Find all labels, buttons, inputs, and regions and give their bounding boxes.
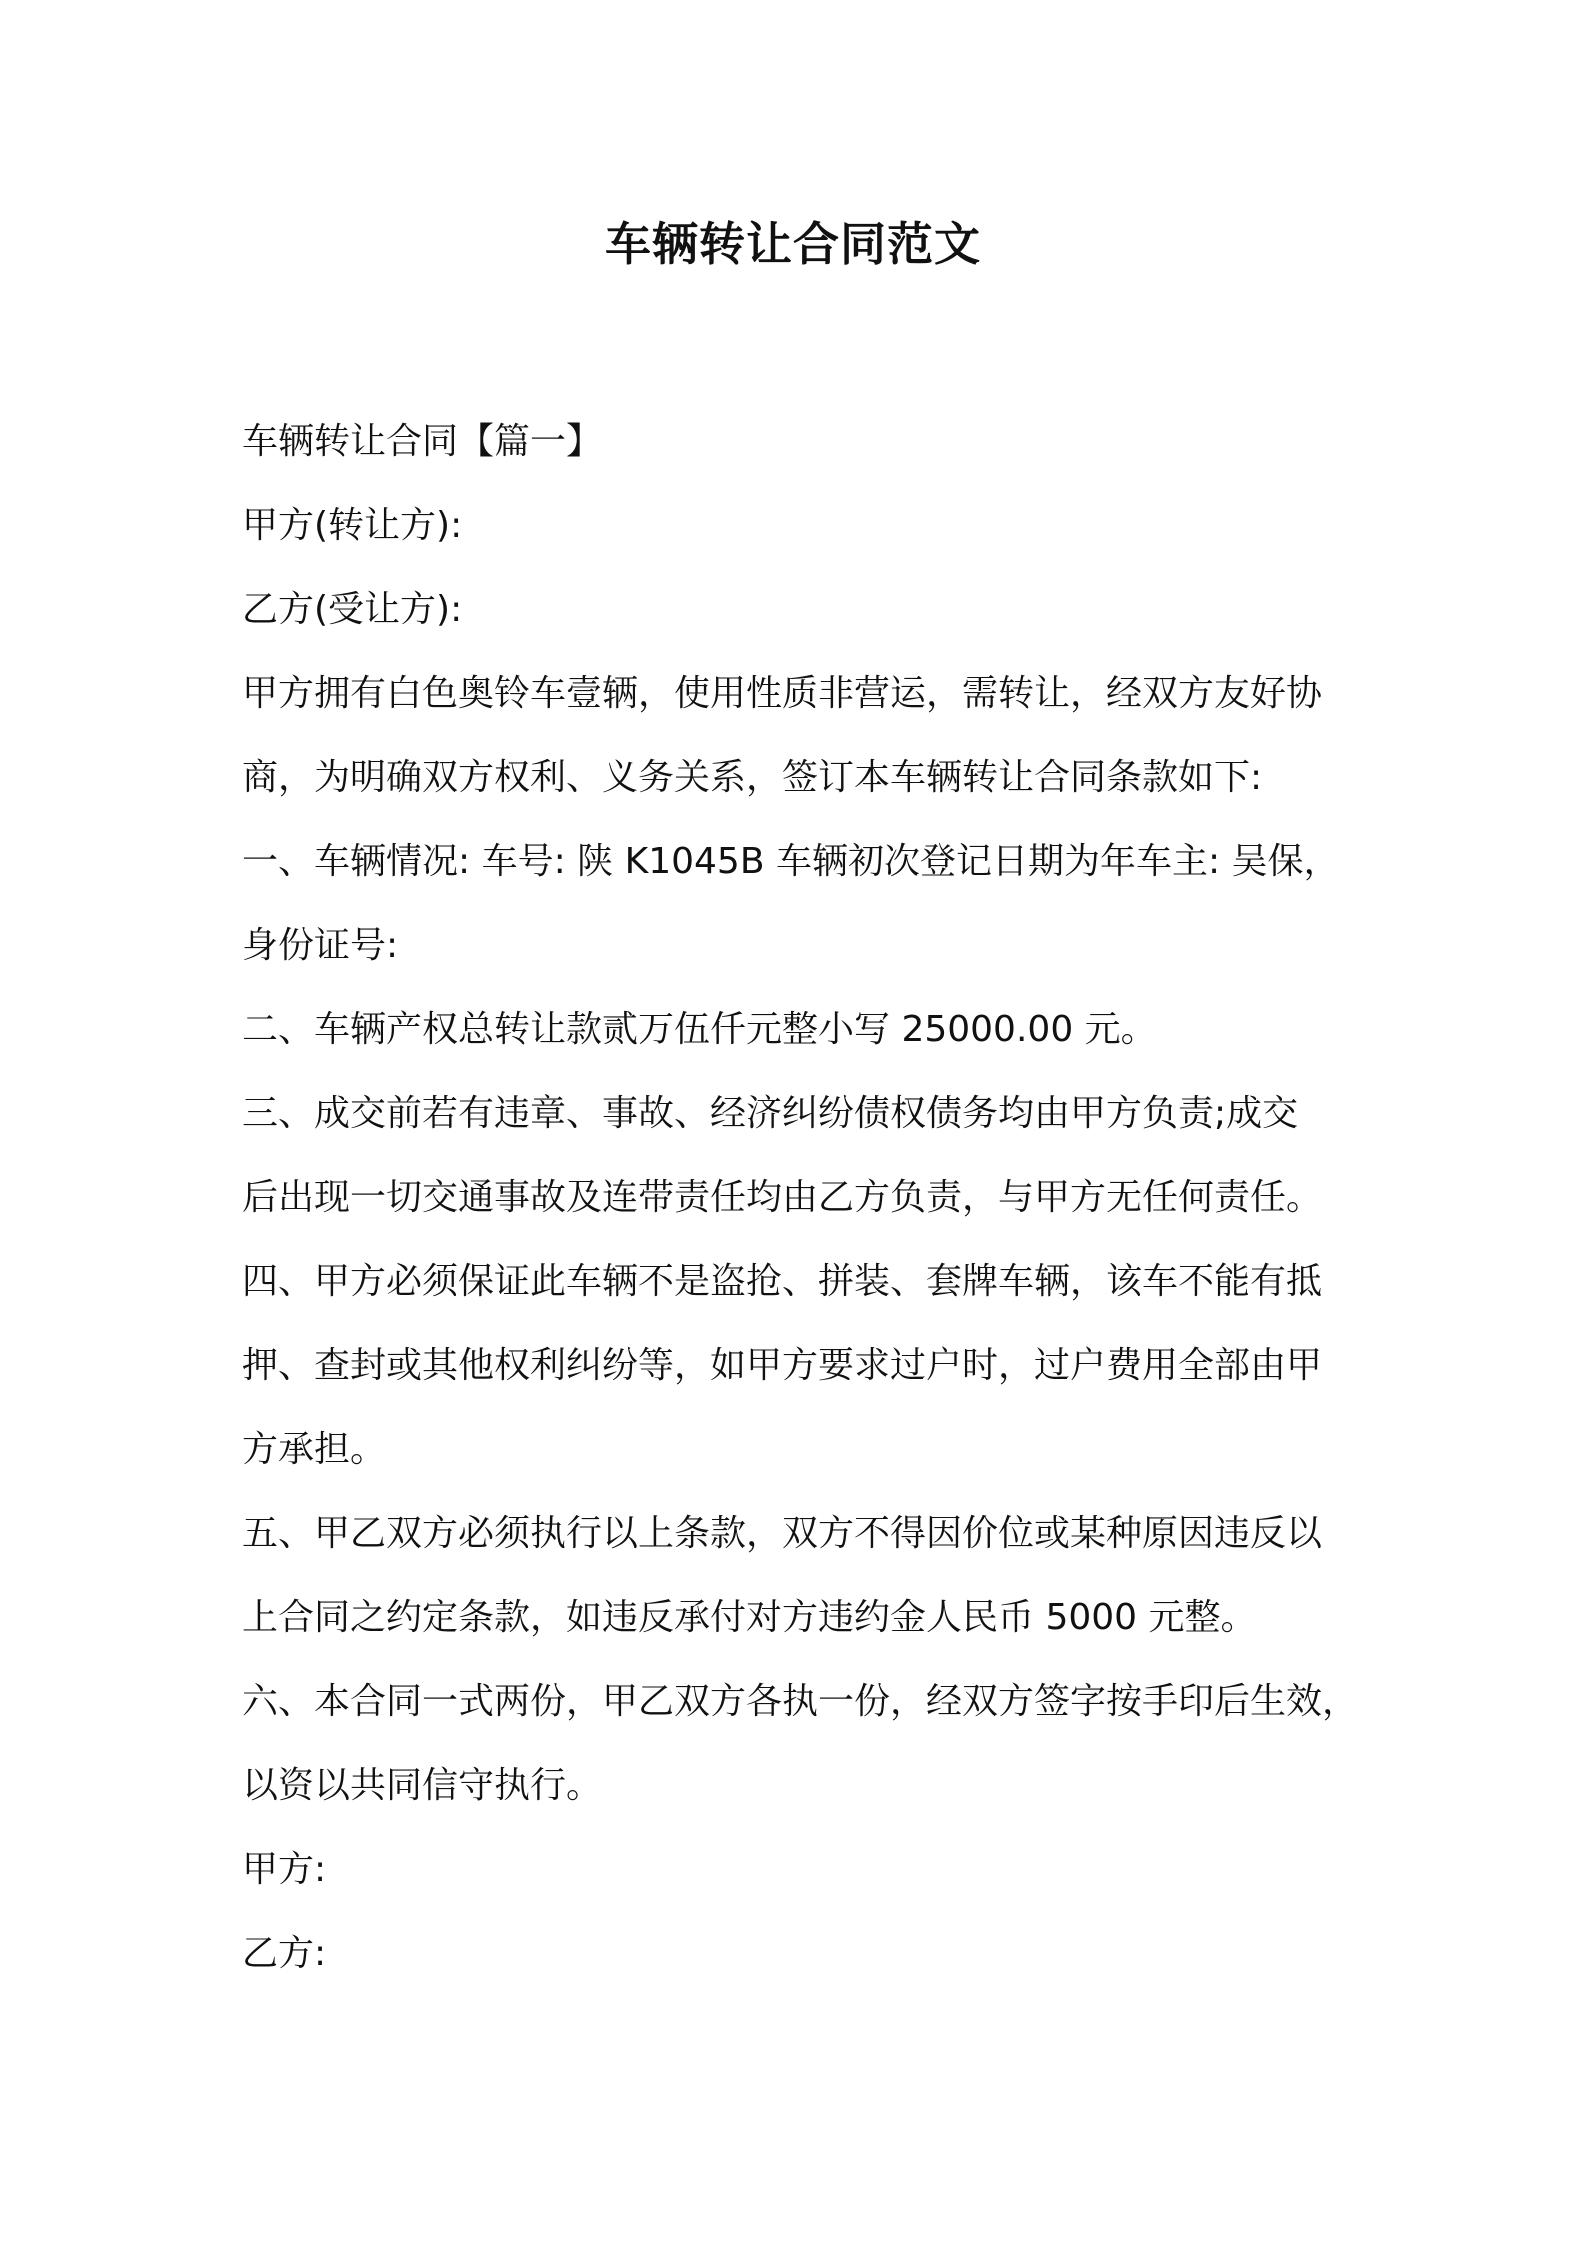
clause-1-line-1: 一、车辆情况: 车号: 陕 K1045B 车辆初次登记日期为年车主: 吴保， bbox=[242, 841, 1340, 882]
clause-6-line-2: 以资以共同信守执行。 bbox=[242, 1765, 603, 1806]
clause-5-line-2: 上合同之约定条款，如违反承付对方违约金人民币 5000 元整。 bbox=[242, 1597, 1257, 1638]
signature-party-a: 甲方: bbox=[242, 1849, 327, 1890]
clause-4-line-1: 四、甲方必须保证此车辆不是盗抢、拼装、套牌车辆，该车不能有抵 bbox=[242, 1261, 1323, 1302]
document-body bbox=[242, 400, 1362, 1996]
party-a-label: 甲方(转让方): bbox=[242, 505, 463, 546]
document-title: 车辆转让合同范文 bbox=[605, 217, 981, 271]
section-heading: 车辆转让合同【篇一】 bbox=[242, 421, 603, 462]
clause-5-line-1: 五、甲乙双方必须执行以上条款，双方不得因价位或某种原因违反以 bbox=[242, 1513, 1323, 1554]
clause-4-line-2: 押、查封或其他权利纠纷等，如甲方要求过户时，过户费用全部由甲 bbox=[242, 1345, 1323, 1386]
clause-1-line-2: 身份证号: bbox=[242, 925, 399, 966]
clause-3-line-2: 后出现一切交通事故及连带责任均由乙方负责，与甲方无任何责任。 bbox=[242, 1177, 1323, 1218]
clause-6-line-1: 六、本合同一式两份，甲乙双方各执一份，经双方签字按手印后生效， bbox=[242, 1681, 1359, 1722]
clause-3-line-1: 三、成交前若有违章、事故、经济纠纷债权债务均由甲方负责;成交 bbox=[242, 1093, 1299, 1134]
clause-4-line-3: 方承担。 bbox=[242, 1429, 387, 1470]
intro-line-2: 商，为明确双方权利、义务关系，签订本车辆转让合同条款如下: bbox=[242, 757, 1263, 798]
clause-2-line-1: 二、车辆产权总转让款贰万伍仟元整小写 25000.00 元。 bbox=[242, 1009, 1157, 1050]
intro-line-1: 甲方拥有白色奥铃车壹辆，使用性质非营运，需转让，经双方友好协 bbox=[242, 673, 1323, 714]
signature-party-b: 乙方: bbox=[242, 1933, 327, 1974]
party-b-label: 乙方(受让方): bbox=[242, 589, 463, 630]
